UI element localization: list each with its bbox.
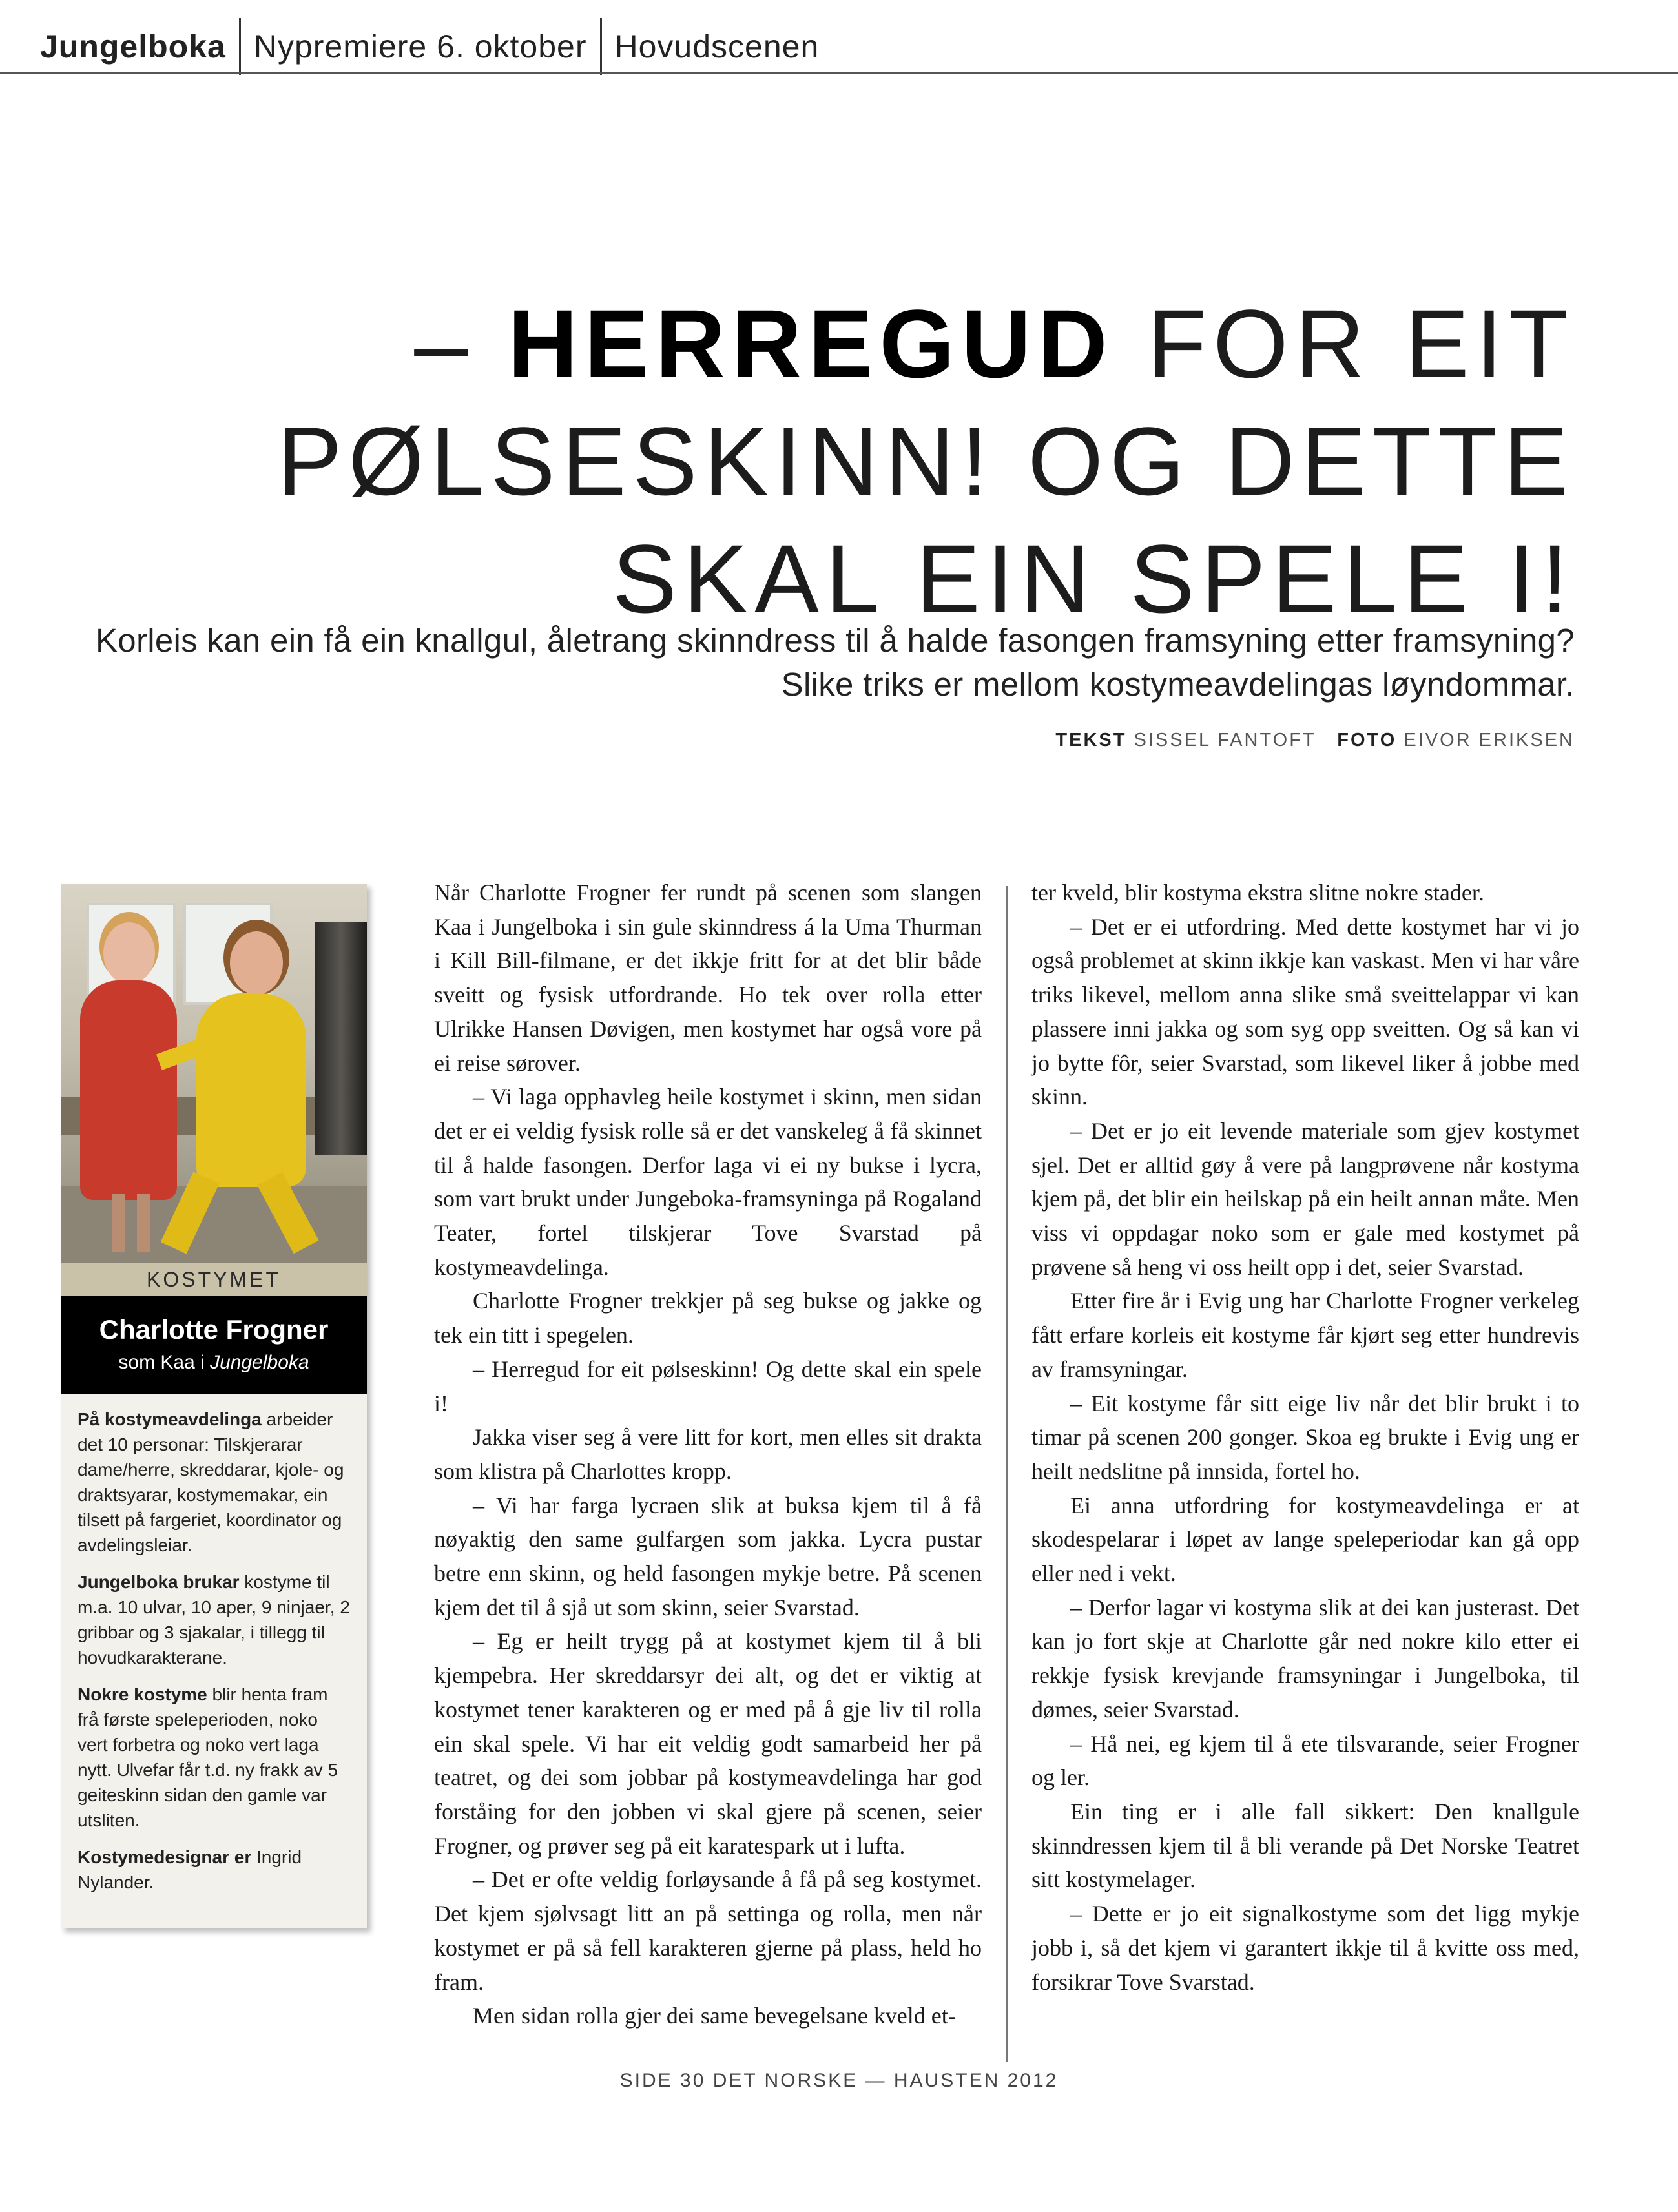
headline-line2: PØLSESKINN! OG DETTE [277,406,1575,515]
byline-text-name: SISSEL FANTOFT [1134,730,1316,750]
role-title: Jungelboka [210,1352,309,1373]
fact-note: Jungelboka brukar kostyme til m.a. 10 ulvar, 10 aper, 9 ninjaer, 2 gribbar og 3 sjakalar, i tillegg til hovudkarakterane. [78,1572,350,1668]
paragraph: Men sidan rolla gjer dei same bevegelsane kveld et- [473,2003,956,2029]
fact-box-tag: KOSTYMET [61,1263,367,1296]
body-column-2 [1031,876,1579,1999]
clothes-rack-shape [315,922,367,1155]
header-rule [0,72,1678,74]
person-head-shape [103,922,155,984]
paragraph: – Eg er heilt trygg på at kostymet kjem til å bli kjempebra. Her skreddarsyr dei alt, og det er viktig at kostymet tener karakteren og er med på å gje liv til rolla ein skal spele. Vi har eit veldig godt samarbeid her på teatret, og dei som jobbar på kostymeavdelinga har god forståing for den jobben vi skal gjere på scenen, seier Frogner, og prøver seg på eit karatespark ut i lufta. [434,1628,982,1859]
header-premiere: Nypremiere 6. oktober [239,18,600,75]
running-header [40,18,832,75]
header-section: Jungelboka [40,28,226,65]
headline [154,285,1575,637]
byline-photo-name: EIVOR ERIKSEN [1404,730,1575,750]
headline-prefix: – [414,289,508,398]
headline-line1-rest: FOR EIT [1113,289,1575,398]
paragraph: – Vi har farga lycraen slik at buksa kjem til å få nøyaktig den same gulfargen som jakka. Lycra pustar betre enn skinn, og held fasongen mykje betre. På scenen kjem det til å sjå ut som skinn, seier Svarstad. [434,1492,982,1620]
body-column-1 [434,876,982,2033]
person-head-shape [230,931,283,995]
byline [1055,730,1575,751]
fact-box [61,884,367,1928]
paragraph: Jakka viser seg å vere litt for kort, men elles sit drakta som klistra på Charlottes kropp. [434,1424,982,1484]
yellow-suit-shape [196,993,306,1187]
paragraph: – Dette er jo eit signalkostyme som det ligg mykje jobb i, så det kjem vi garantert ikkje til å kvitte oss med, forsikrar Tove Svarstad. [1031,1901,1579,1995]
paragraph: Når Charlotte Frogner fer rundt på scenen som slangen Kaa i Jungelboka i sin gule skinndress á la Uma Thurman i Kill Bill-filmane, er det ikkje fritt for at det blir både sveitt og fysisk utfordrande. Ho tek over rolla etter Ulrikke Hansen Døvigen, men kostymet har også vore på ei reise sørover. [434,880,982,1076]
lede: Korleis kan ein få ein knallgul, åletrang skinndress til å halde fasongen framsyning etter framsyning? Slike triks er mellom kostymeavdelingas løyndommar. [95,622,1575,703]
paragraph: Ei anna utfordring for kostymeavdelinga er at skodespelarar i løpet av lange speleperiodar kan gå opp eller ned i vekt. [1031,1492,1579,1587]
fact-box-namebox [61,1296,367,1394]
fact-box-notes [61,1394,367,1919]
page-footer: SIDE 30 DET NORSKE — HAUSTEN 2012 [619,2070,1059,2091]
fact-note: Nokre kostyme blir henta fram frå første speleperioden, noko vert forbetra og noko vert laga nytt. Ulvefar får t.d. ny frakk av 5 geiteskinn sidan den gamle var utsliten. [78,1684,338,1830]
paragraph: – Derfor lagar vi kostyma slik at dei kan justerast. Det kan jo fort skje at Charlotte går ned nokre kilo etter ei rekkje fysisk krevjande framsyningar i Jungelboka, til dømes, seier Svarstad. [1031,1594,1579,1722]
paragraph: – Det er ofte veldig forløysande å få på seg kostymet. Det kjem sjølvsagt litt an på settinga og rolla, men når kostymet er på så fell karakteren gjerne på plass, held ho fram. [434,1866,982,1995]
headline-emphasis: HERREGUD [508,289,1114,398]
person-leg-shape [112,1194,125,1252]
paragraph: – Det er ei utfordring. Med dette kostymet har vi jo også problemet at skinn ikkje kan vaskast. Men vi har våre triks likevel, mellom anna slike små sveittelappar vi kan plassere inni jakka og som syg opp sveitten. Og så kan vi jo bytte fôr, seier Svarstad, som likevel liker å jobbe med skinn. [1031,913,1579,1110]
paragraph: Ein ting er i alle fall sikkert: Den knallgule skinndressen kjem til å bli verande på Det Norske Teatret sitt kostymelager. [1031,1798,1579,1893]
paragraph: – Vi laga opphavleg heile kostymet i skinn, men sidan det er ei veldig fysisk rolle så er det vanskeleg å få skinnet til å halde fasongen. Derfor laga vi ei ny bukse i lycra, som vart brukt under Jungeboka-framsyninga på Rogaland Teater, fortel tilskjerar Tove Svarstad på kostymeavdelinga. [434,1084,982,1280]
column-rule [1006,886,1008,2062]
headline-line3: SKAL EIN SPELE I! [612,524,1575,633]
paragraph: Charlotte Frogner trekkjer på seg bukse og jakke og tek ein titt i spegelen. [434,1288,982,1349]
costume-photo [61,884,367,1263]
paragraph: ter kveld, blir kostyma ekstra slitne nokre stader. [1031,880,1484,905]
red-dress-shape [80,980,177,1200]
paragraph: – Eit kostyme får sitt eige liv når det blir brukt i to timar på scenen 200 gonger. Skoa eg brukte i Evig ung er heilt nedslitne på innsida, fortel ho. [1031,1390,1579,1484]
paragraph: – Herregud for eit pølseskinn! Og dette skal ein spele i! [434,1356,982,1416]
fact-note: På kostymeavdelinga arbeider det 10 personar: Tilskjerarar dame/herre, skreddarar, kjole- og draktsyarar, kostymemakar, ein tilsett på fargeriet, koordinator og avdelingsleiar. [78,1409,344,1555]
header-stage: Hovudscenen [600,18,833,75]
paragraph: – Det er jo eit levende materiale som gjev kostymet sjel. Det er alltid gøy å vere på langprøvene når kostyma kjem på, det blir ein heilskap på ein heilt annan måte. Men viss vi oppdagar noko som er gale med kostymet på prøvene så heng vi oss heilt opp i det, seier Svarstad. [1031,1117,1579,1280]
actor-role: som Kaa i Jungelboka [118,1352,309,1373]
byline-photo-label: FOTO [1337,730,1397,750]
paragraph: – Hå nei, eg kjem til å ete tilsvarande, seier Frogner og ler. [1031,1730,1579,1791]
person-leg-shape [137,1194,150,1252]
fact-note: Kostymedesignar er Ingrid Nylander. [78,1847,302,1892]
byline-text-label: TEKST [1055,730,1127,750]
actor-name: Charlotte Frogner [99,1314,329,1345]
paragraph: Etter fire år i Evig ung har Charlotte Frogner verkeleg fått erfare korleis eit kostyme får kjørt seg etter hundrevis av framsyningar. [1031,1288,1579,1382]
